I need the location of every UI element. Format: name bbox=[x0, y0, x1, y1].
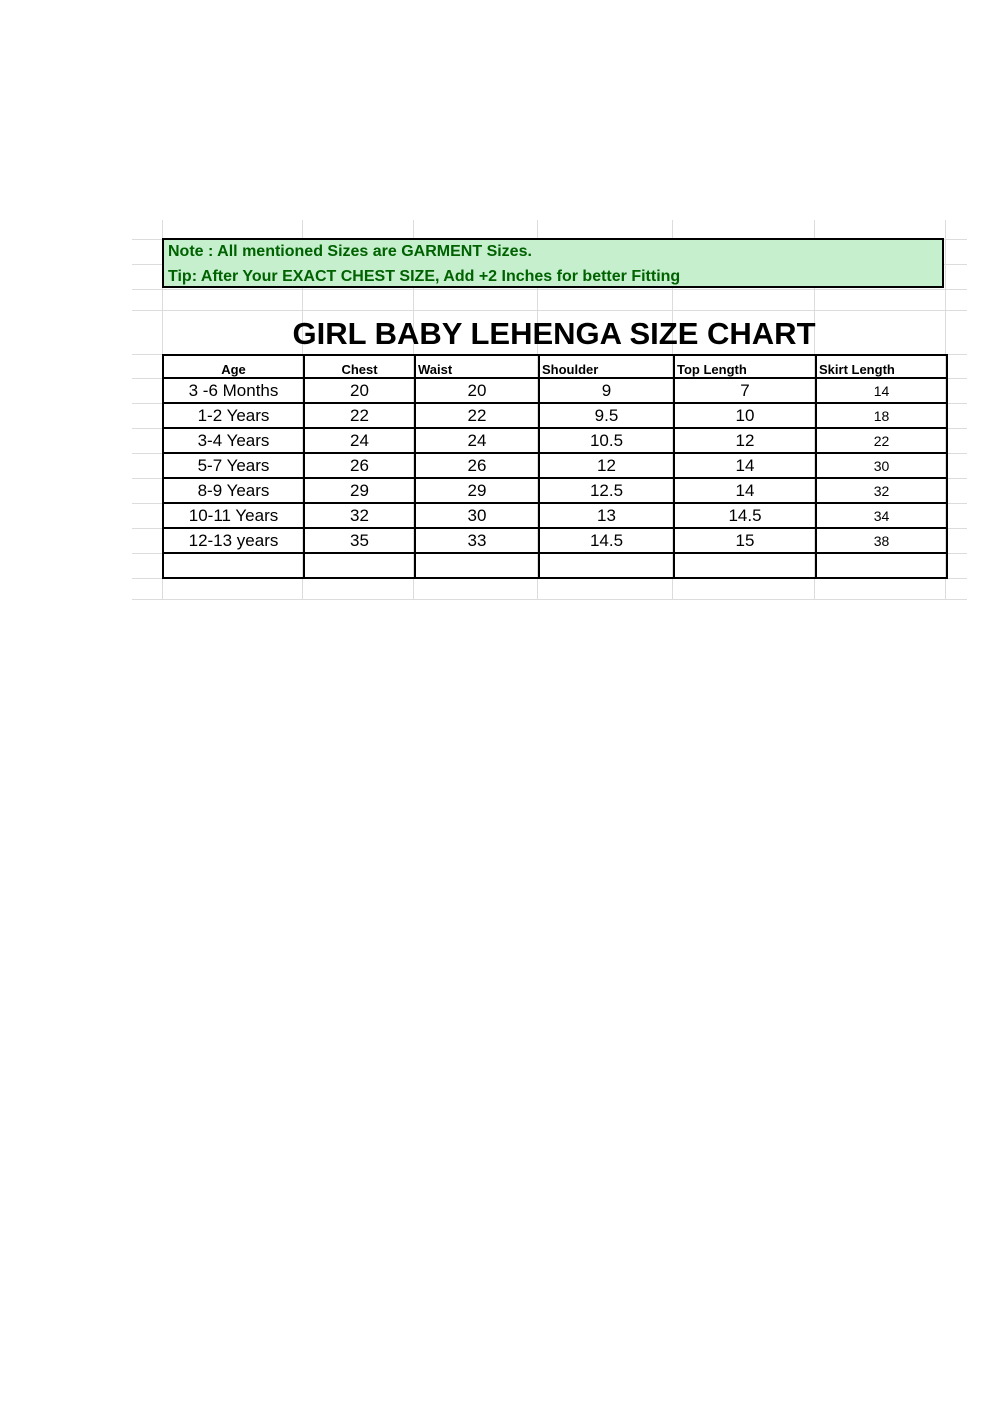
cell-age: 5-7 Years bbox=[163, 453, 304, 478]
cell-age: 3 -6 Months bbox=[163, 378, 304, 403]
table-header-row bbox=[163, 355, 947, 378]
table-row bbox=[163, 453, 947, 478]
cell-chest: 22 bbox=[304, 403, 415, 428]
header-chest: Chest bbox=[304, 355, 415, 378]
note-box bbox=[162, 238, 944, 288]
header-skirt-length: Skirt Length bbox=[816, 355, 947, 378]
table-row bbox=[163, 403, 947, 428]
cell-shoulder: 9.5 bbox=[539, 403, 674, 428]
cell-top-length bbox=[674, 553, 816, 578]
cell-waist: 33 bbox=[415, 528, 539, 553]
cell-shoulder: 10.5 bbox=[539, 428, 674, 453]
cell-age: 10-11 Years bbox=[163, 503, 304, 528]
cell-age: 12-13 years bbox=[163, 528, 304, 553]
cell-chest: 35 bbox=[304, 528, 415, 553]
cell-chest: 20 bbox=[304, 378, 415, 403]
cell-top-length: 12 bbox=[674, 428, 816, 453]
cell-waist: 20 bbox=[415, 378, 539, 403]
cell-chest bbox=[304, 553, 415, 578]
cell-shoulder: 13 bbox=[539, 503, 674, 528]
cell-age: 3-4 Years bbox=[163, 428, 304, 453]
cell-waist: 29 bbox=[415, 478, 539, 503]
cell-shoulder bbox=[539, 553, 674, 578]
table-row bbox=[163, 378, 947, 403]
cell-skirt-length: 30 bbox=[816, 453, 947, 478]
cell-skirt-length: 18 bbox=[816, 403, 947, 428]
cell-age: 1-2 Years bbox=[163, 403, 304, 428]
table-row bbox=[163, 428, 947, 453]
cell-age: 8-9 Years bbox=[163, 478, 304, 503]
cell-shoulder: 9 bbox=[539, 378, 674, 403]
cell-skirt-length: 14 bbox=[816, 378, 947, 403]
header-shoulder: Shoulder bbox=[539, 355, 674, 378]
size-chart-table bbox=[162, 354, 948, 579]
cell-shoulder: 12.5 bbox=[539, 478, 674, 503]
cell-top-length: 14 bbox=[674, 478, 816, 503]
cell-shoulder: 12 bbox=[539, 453, 674, 478]
table-row-empty bbox=[163, 553, 947, 578]
header-waist: Waist bbox=[415, 355, 539, 378]
header-age: Age bbox=[163, 355, 304, 378]
cell-chest: 29 bbox=[304, 478, 415, 503]
cell-age bbox=[163, 553, 304, 578]
note-text: Note : All mentioned Sizes are GARMENT Sizes. bbox=[168, 243, 532, 260]
header-top-length: Top Length bbox=[674, 355, 816, 378]
cell-skirt-length: 22 bbox=[816, 428, 947, 453]
cell-waist: 22 bbox=[415, 403, 539, 428]
table-row bbox=[163, 478, 947, 503]
cell-top-length: 10 bbox=[674, 403, 816, 428]
cell-top-length: 14 bbox=[674, 453, 816, 478]
cell-waist: 30 bbox=[415, 503, 539, 528]
cell-skirt-length: 38 bbox=[816, 528, 947, 553]
cell-top-length: 15 bbox=[674, 528, 816, 553]
chart-title: GIRL BABY LEHENGA SIZE CHART bbox=[292, 316, 816, 351]
table-row bbox=[163, 528, 947, 553]
cell-skirt-length bbox=[816, 553, 947, 578]
cell-chest: 32 bbox=[304, 503, 415, 528]
cell-waist: 24 bbox=[415, 428, 539, 453]
cell-skirt-length: 32 bbox=[816, 478, 947, 503]
cell-top-length: 14.5 bbox=[674, 503, 816, 528]
table-row bbox=[163, 503, 947, 528]
cell-chest: 26 bbox=[304, 453, 415, 478]
tip-text: Tip: After Your EXACT CHEST SIZE, Add +2 Inches for better Fitting bbox=[168, 268, 681, 285]
cell-chest: 24 bbox=[304, 428, 415, 453]
cell-waist: 26 bbox=[415, 453, 539, 478]
cell-top-length: 7 bbox=[674, 378, 816, 403]
cell-shoulder: 14.5 bbox=[539, 528, 674, 553]
cell-waist bbox=[415, 553, 539, 578]
cell-skirt-length: 34 bbox=[816, 503, 947, 528]
